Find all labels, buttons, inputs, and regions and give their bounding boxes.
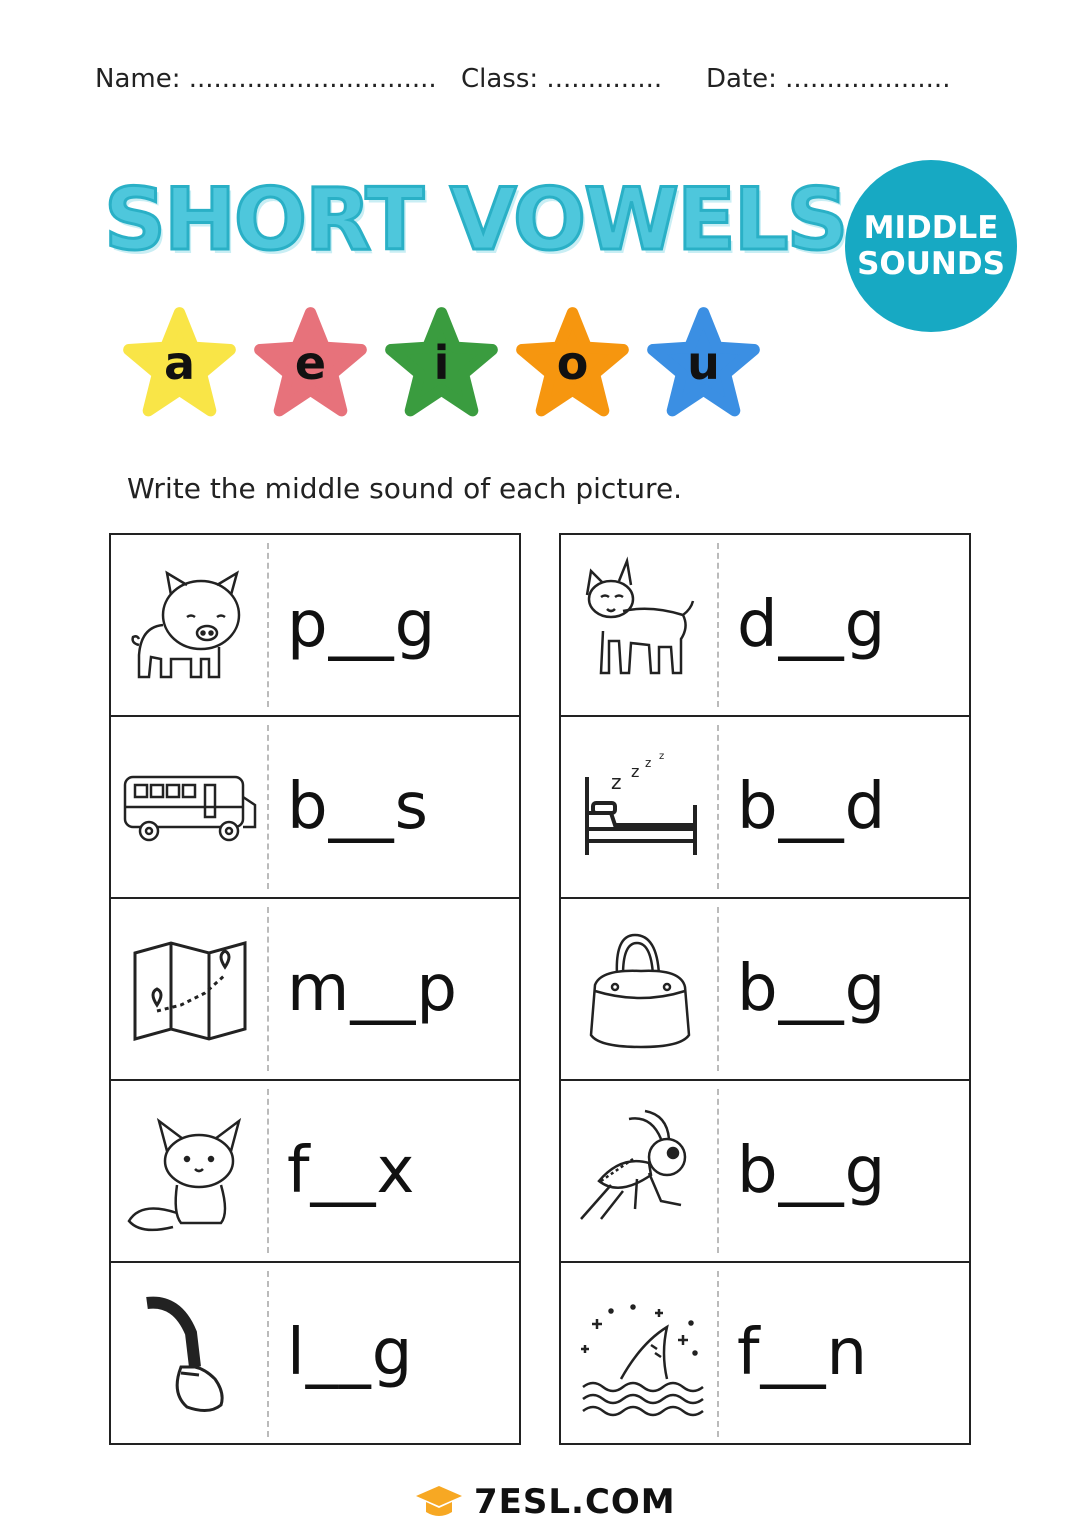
word-blank[interactable]: b__d (737, 770, 887, 844)
date-field[interactable]: Date: .................... (706, 64, 951, 94)
7esl-logo (414, 1480, 674, 1524)
word-row (561, 535, 969, 717)
leg-icon (121, 1283, 261, 1423)
class-field[interactable]: Class: .............. (461, 64, 663, 94)
graduation-cap-icon (414, 1482, 464, 1522)
vowel-letter: e (294, 336, 327, 390)
dashed-divider (717, 725, 719, 889)
word-blank[interactable]: l__g (287, 1316, 414, 1390)
bug-icon (571, 1101, 711, 1241)
word-row (111, 717, 519, 899)
vowel-letter: u (687, 336, 720, 390)
word-blank[interactable]: m__p (287, 952, 458, 1026)
svg-text:z: z (611, 770, 622, 794)
dashed-divider (267, 907, 269, 1071)
fin-icon (571, 1283, 711, 1423)
vowel-star-o (515, 306, 630, 421)
bag-icon (571, 919, 711, 1059)
word-row (561, 1263, 969, 1445)
vowel-letter: o (556, 336, 589, 390)
dashed-divider (267, 543, 269, 707)
word-blank[interactable]: d__g (737, 588, 887, 662)
word-row (111, 1081, 519, 1263)
word-table-right (559, 533, 971, 1445)
dashed-divider (267, 725, 269, 889)
word-table-left (109, 533, 521, 1445)
word-row (561, 899, 969, 1081)
dashed-divider (717, 543, 719, 707)
word-row (561, 1081, 969, 1263)
word-row (111, 535, 519, 717)
name-field[interactable]: Name: .............................. (95, 64, 437, 94)
svg-text:z: z (659, 751, 665, 762)
instruction-text: Write the middle sound of each picture. (127, 472, 683, 505)
vowel-stars (122, 306, 762, 421)
dashed-divider (717, 1089, 719, 1253)
dashed-divider (267, 1089, 269, 1253)
header-fields (95, 64, 975, 108)
fox-icon (121, 1101, 261, 1241)
word-blank[interactable]: b__g (737, 952, 887, 1026)
word-row (111, 1263, 519, 1445)
svg-text:z: z (631, 762, 640, 781)
badge-line-2: SOUNDS (857, 246, 1005, 282)
word-blank[interactable]: p__g (287, 588, 437, 662)
badge-line-1: MIDDLE (863, 210, 999, 246)
word-blank[interactable]: b__g (737, 1134, 887, 1208)
word-row (561, 717, 969, 899)
dashed-divider (717, 1271, 719, 1437)
vowel-star-u (646, 306, 761, 421)
dog-icon (571, 555, 711, 695)
vowel-star-a (122, 306, 237, 421)
map-icon (121, 919, 261, 1059)
dashed-divider (717, 907, 719, 1071)
word-blank[interactable]: f__n (737, 1316, 869, 1390)
word-blank[interactable]: f__x (287, 1134, 416, 1208)
vowel-star-e (253, 306, 368, 421)
word-blank[interactable]: b__s (287, 770, 429, 844)
worksheet-title: SHORT VOWELS (104, 170, 847, 270)
dashed-divider (267, 1271, 269, 1437)
pig-icon (121, 555, 261, 695)
word-row (111, 899, 519, 1081)
middle-sounds-badge (845, 160, 1017, 332)
logo-text: 7ESL.COM (474, 1482, 676, 1522)
vowel-letter: a (163, 336, 196, 390)
vowel-star-i (384, 306, 499, 421)
vowel-letter: i (433, 336, 450, 390)
svg-text:z: z (645, 756, 652, 770)
bed-icon (571, 737, 711, 877)
bus-icon (121, 737, 261, 877)
